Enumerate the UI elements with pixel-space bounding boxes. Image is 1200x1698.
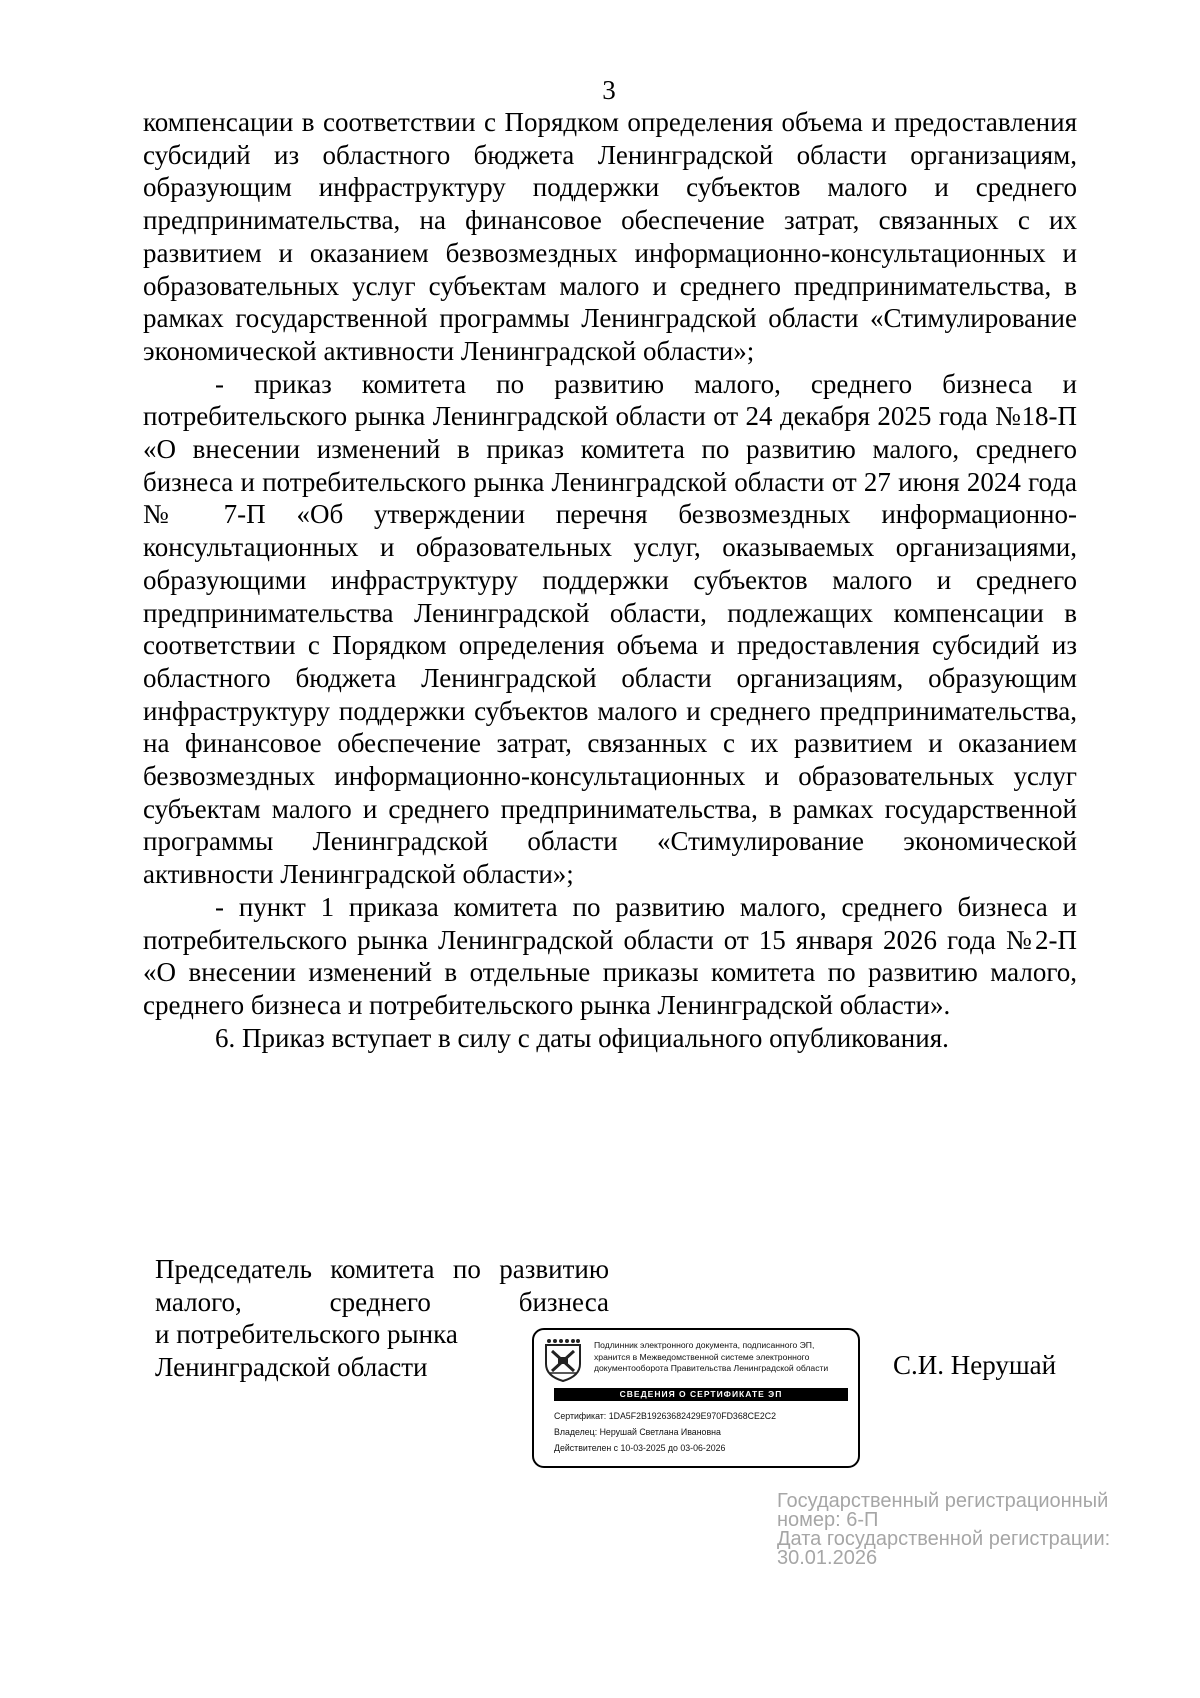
paragraph: - приказ комитета по развитию малого, среднего бизнеса и потребительского рынка Ленинградской области от 24 декабря 2025 года №18-П «О внесении изменений в приказ комитета по развитию малого, среднего бизнеса и потребительского рынка Ленинградской области от 27 июня 2024 года № 7-П «Об утверждении перечня безвозмездных информационно-консультационных и образовательных услуг, оказываемых организациями, образующими инфраструктуру поддержки субъектов малого и среднего предпринимательства Ленинградской области, подлежащих компенсации в соответствии с Порядком определения объема и предоставления субсидий из областного бюджета Ленинградской области организациям, образующим инфраструктуру поддержки субъектов малого и среднего предпринимательства, на финансовое обеспечение затрат, связанных с их развитием и оказанием безвозмездных информационно-консультационных и образовательных услуг субъектам малого и среднего предпринимательства, в рамках государственной программы Ленинградской области «Стимулирование экономической активности Ленинградской области»; <box>143 368 1077 890</box>
paragraph: компенсации в соответствии с Порядком определения объема и предоставления субсидий из областного бюджета Ленинградской области организациям, образующим инфраструктуру поддержки субъектов малого и среднего предпринимательства, на финансовое обеспечение затрат, связанных с их развитием и оказанием безвозмездных информационно-консультационных и образовательных услуг субъектам малого и среднего предпринимательства, в рамках государственной программы Ленинградской области «Стимулирование экономической активности Ленинградской области»; <box>143 107 1077 366</box>
document-body <box>143 106 1077 1054</box>
coat-of-arms-icon <box>544 1338 582 1382</box>
stamp-header-line: документооборота Правительства Ленинградской области <box>594 1363 829 1373</box>
certificate-number: Сертификат: 1DA5F2B19263682429E970FD368CE2C2 <box>554 1411 776 1421</box>
signer-title-line: Председатель комитета по развитию <box>155 1254 609 1284</box>
certificate-validity: Действителен с 10-03-2025 до 03-06-2026 <box>554 1443 726 1453</box>
signer-title-line: малого, среднего бизнеса <box>155 1286 609 1317</box>
electronic-signature-stamp <box>532 1328 860 1468</box>
registration-line: номер: 6-П <box>777 1509 879 1531</box>
registration-line: Дата государственной регистрации: <box>777 1528 1111 1550</box>
stamp-header-line: Подлинник электронного документа, подписанного ЭП, <box>594 1340 815 1350</box>
registration-info <box>777 1492 1157 1568</box>
stamp-header-line: хранится в Межведомственной системе электронного <box>594 1351 810 1362</box>
signer-title-line: Ленинградской области <box>155 1351 428 1382</box>
page-number: 3 <box>602 75 616 105</box>
registration-line: 30.01.2026 <box>777 1547 878 1569</box>
certificate-details <box>554 1408 848 1456</box>
signer-name: С.И. Нерушай <box>893 1350 1057 1380</box>
stamp-header <box>594 1340 856 1375</box>
paragraph: 6. Приказ вступает в силу с даты официального опубликования. <box>215 1022 949 1053</box>
registration-line: Государственный регистрационный <box>777 1490 1109 1512</box>
signer-title-line: и потребительского рынка <box>155 1319 458 1349</box>
certificate-info-bar: СВЕДЕНИЯ О СЕРТИФИКАТЕ ЭП <box>554 1388 848 1401</box>
certificate-owner: Владелец: Нерушай Светлана Ивановна <box>554 1427 721 1437</box>
paragraph: - пункт 1 приказа комитета по развитию малого, среднего бизнеса и потребительского рынка Ленинградской области от 15 января 2026 года №2-П «О внесении изменений в отдельные приказы комитета по развитию малого, среднего бизнеса и потребительского рынка Ленинградской области». <box>143 891 1077 1020</box>
